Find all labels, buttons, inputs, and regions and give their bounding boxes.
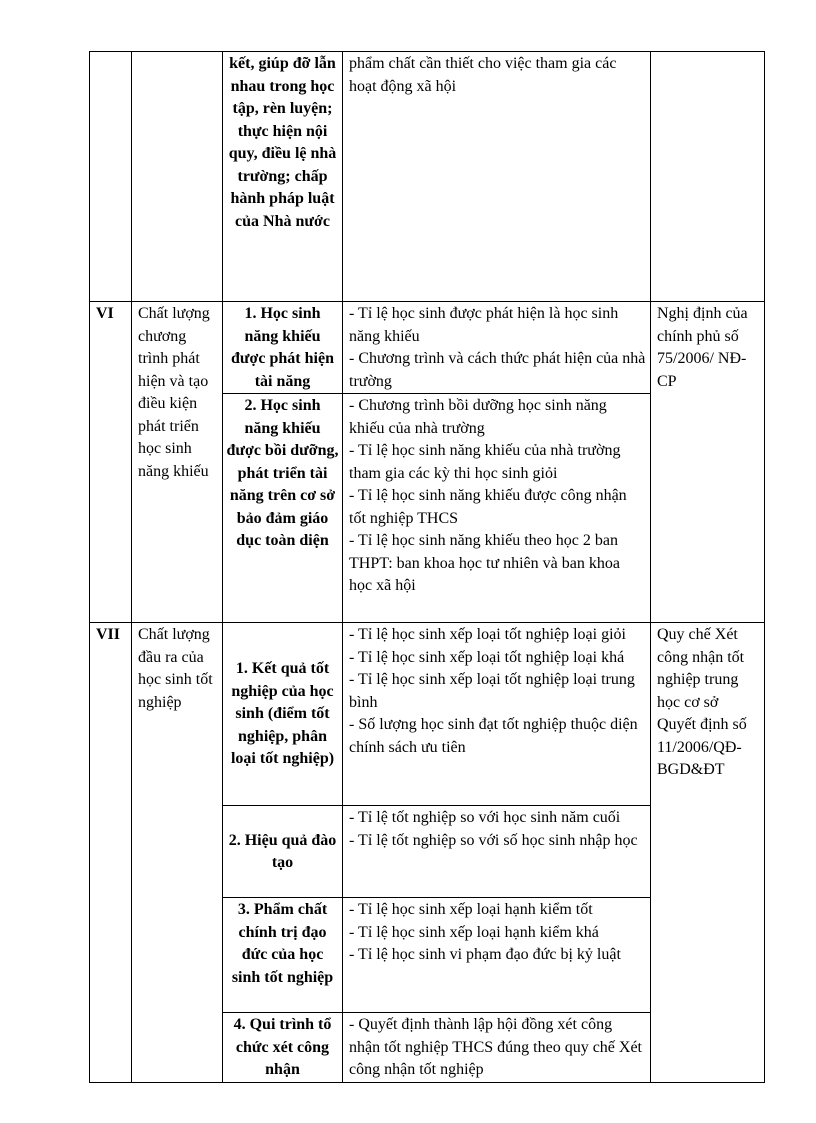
indicator-cell — [343, 623, 651, 806]
indicator-text: - Chương trình bồi dưỡng học sinh năng khiếu của nhà trường — [349, 397, 607, 437]
criteria-table — [89, 51, 765, 1083]
table-row — [90, 302, 765, 394]
indicator-text: - Tỉ lệ học sinh xếp loại hạnh kiểm tốt — [349, 901, 593, 918]
indicator-cell — [343, 52, 651, 302]
criterion-cell — [223, 806, 343, 898]
indicator-text: - Tỉ lệ học sinh năng khiếu được công nhận tốt nghiệp THCS — [349, 487, 627, 527]
table-row — [90, 623, 765, 806]
area-text: Chất lượng đầu ra của học sinh tốt nghiệp — [138, 626, 213, 711]
basis-cell — [651, 623, 765, 1083]
indicator-text: phẩm chất cần thiết cho việc tham gia các hoạt động xã hội — [349, 55, 617, 95]
area-cell — [132, 302, 223, 623]
indicator-cell — [343, 898, 651, 1013]
indicator-text: - Quyết định thành lập hội đồng xét công nhận tốt nghiệp THCS đúng theo quy chế Xét công nhận tốt nghiệp — [349, 1016, 642, 1078]
criterion-cell — [223, 394, 343, 623]
criterion-cell — [223, 898, 343, 1013]
row-number: VI — [96, 305, 114, 322]
area-text: Chất lượng chương trình phát hiện và tạo điều kiện phát triển học sinh năng khiếu — [138, 305, 210, 480]
criterion-text: 1. Kết quả tốt nghiệp của học sinh (điểm tốt nghiệp, phân loại tốt nghiệp) — [230, 660, 335, 768]
area-cell — [132, 52, 223, 302]
criterion-cell — [223, 302, 343, 394]
basis-text: Nghị định của chính phủ số 75/2006/ NĐ-CP — [657, 305, 748, 390]
table-row — [90, 52, 765, 302]
indicator-text: - Chương trình và cách thức phát hiện của nhà trường — [349, 350, 646, 390]
indicator-text: - Tỉ lệ học sinh xếp loại hạnh kiểm khá — [349, 923, 599, 941]
basis-cell — [651, 52, 765, 302]
criterion-text: 2. Hiệu quả đào tạo — [228, 831, 337, 871]
row-number-cell — [90, 52, 132, 302]
basis-text: Quy chế Xét công nhận tốt nghiệp trung học cơ sở Quyết định số 11/2006/QĐ-BGD&ĐT — [657, 626, 747, 778]
criterion-cell — [223, 52, 343, 302]
criterion-cell — [223, 623, 343, 806]
basis-cell — [651, 302, 765, 623]
row-number-cell — [90, 302, 132, 623]
indicator-text: - Tỉ lệ học sinh xếp loại tốt nghiệp loại giỏi — [349, 626, 626, 643]
indicator-cell — [343, 302, 651, 394]
indicator-text: - Tỉ lệ tốt nghiệp so với học sinh năm cuối — [349, 809, 621, 826]
indicator-text: - Tỉ lệ tốt nghiệp so với số học sinh nhập học — [349, 831, 638, 849]
criterion-text: 4. Qui trình tổ chức xét công nhận — [233, 1016, 332, 1078]
indicator-text: - Tỉ lệ học sinh xếp loại tốt nghiệp loại khá — [349, 648, 625, 666]
criterion-cell — [223, 1013, 343, 1083]
row-number-cell — [90, 623, 132, 1083]
indicator-text: - Số lượng học sinh đạt tốt nghiệp thuộc diện chính sách ưu tiên — [349, 716, 638, 756]
indicator-cell — [343, 806, 651, 898]
criterion-text: kết, giúp đỡ lẫn nhau trong học tập, rèn luyện; thực hiện nội quy, điều lệ nhà trường; chấp hành pháp luật của Nhà nước — [228, 55, 337, 230]
indicator-text: - Tỉ lệ học sinh vi phạm đạo đức bị kỷ luật — [349, 946, 621, 963]
indicator-text: - Tỉ lệ học sinh năng khiếu theo học 2 ban THPT: ban khoa học tư nhiên và ban khoa học xã hội — [349, 532, 620, 594]
indicator-text: - Tỉ lệ học sinh xếp loại tốt nghiệp loại trung bình — [349, 671, 635, 711]
indicator-cell — [343, 1013, 651, 1083]
indicator-text: - Tỉ lệ học sinh được phát hiện là học sinh năng khiếu — [349, 305, 619, 345]
indicator-text: - Tỉ lệ học sinh năng khiếu của nhà trường tham gia các kỳ thi học sinh giỏi — [349, 442, 621, 482]
indicator-cell — [343, 394, 651, 623]
row-number: VII — [96, 626, 121, 643]
criterion-text: 2. Học sinh năng khiếu được bồi dưỡng, phát triển tài năng trên cơ sở bảo đảm giáo dục toàn diện — [226, 397, 339, 549]
area-cell — [132, 623, 223, 1083]
criterion-text: 3. Phẩm chất chính trị đạo đức của học sinh tốt nghiệp — [231, 901, 334, 986]
criterion-text: 1. Học sinh năng khiếu được phát hiện tài năng — [231, 305, 334, 390]
